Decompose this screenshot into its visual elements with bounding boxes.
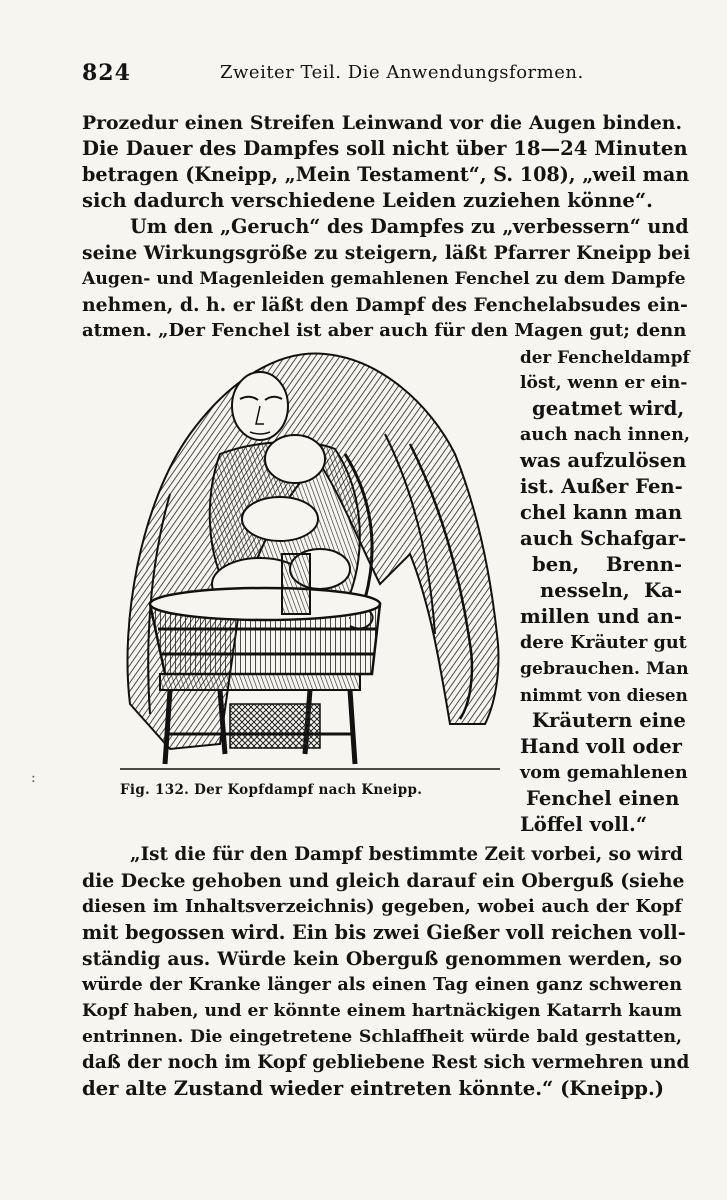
steam-bath-engraving [110,344,502,776]
body-line: Kopf haben, und er könnte einem hartnäckigen Katarrh kaum [82,1001,682,1021]
body-line: nehmen, d. h. er läßt den Dampf des Fenchelabsudes ein- [82,294,688,316]
body-line: Prozedur einen Streifen Leinwand vor die Augen binden. [82,112,682,134]
side-line: chel kann man [520,501,683,524]
body-line: „Ist die für den Dampf bestimmte Zeit vorbei, so wird [130,844,683,865]
side-line: ist. Außer Fen- [520,475,683,498]
body-line: Um den „Geruch“ des Dampfes zu „verbessern“ und [130,215,689,238]
side-line: gebrauchen. Man [520,659,689,679]
body-line: Augen- und Magenleiden gemahlenen Fenchel zu dem Dampfe [82,269,686,289]
body-line: mit begossen wird. Ein bis zwei Gießer voll reichen voll- [82,921,686,944]
side-line: auch nach innen, [520,424,691,445]
body-line: der alte Zustand wieder eintreten könnte.“ (Kneipp.) [82,1077,665,1100]
margin-mark: : [31,770,36,786]
body-line: diesen im Inhaltsverzeichnis) gegeben, wobei auch der Kopf [82,896,682,917]
side-line: löst, wenn er ein- [520,373,688,393]
side-line: Kräutern eine [532,709,686,732]
body-line: sich dadurch verschiedene Leiden zuziehen könne“. [82,189,653,212]
body-line: Die Dauer des Dampfes soll nicht über 18—24 Minuten [82,137,688,160]
side-line: Fenchel einen [526,787,680,810]
side-line: Hand voll oder [520,735,682,758]
page-number: 824 [82,60,131,86]
body-line: seine Wirkungsgröße zu steigern, läßt Pfarrer Kneipp bei [82,242,691,264]
body-line: würde der Kranke länger als einen Tag einen ganz schweren [82,974,682,995]
side-line: der Fencheldampf [520,347,690,367]
body-line: ständig aus. Würde kein Oberguß genommen werden, so [82,948,682,970]
body-line: daß der noch im Kopf gebliebene Rest sich vermehren und [82,1052,690,1073]
side-line: was aufzulösen [520,449,687,472]
side-line: geatmet wird, [532,397,685,420]
body-line: betragen (Kneipp, „Mein Testament“, S. 108), „weil man [82,163,690,186]
running-head: Zweiter Teil. Die Anwendungsformen. [220,62,584,83]
side-line: nimmt von diesen [520,685,688,705]
body-line: entrinnen. Die eingetretene Schlaffheit würde bald gestatten, [82,1027,682,1047]
side-line: vom gemahlenen [520,762,688,783]
figure-caption: Fig. 132. Der Kopfdampf nach Kneipp. [120,782,423,798]
side-line: ben, Brenn- [532,553,682,576]
side-line: nesseln, Ka- [540,579,682,602]
side-line: dere Kräuter gut [520,632,687,653]
figure-illustration [110,344,502,776]
body-line: die Decke gehoben und gleich darauf ein Oberguß (siehe [82,870,685,892]
side-line: Löffel voll.“ [520,813,648,836]
page-header [82,60,682,90]
body-line: atmen. „Der Fenchel ist aber auch für den Magen gut; denn [82,320,687,341]
side-line: auch Schafgar- [520,527,687,550]
side-line: millen und an- [520,605,682,628]
